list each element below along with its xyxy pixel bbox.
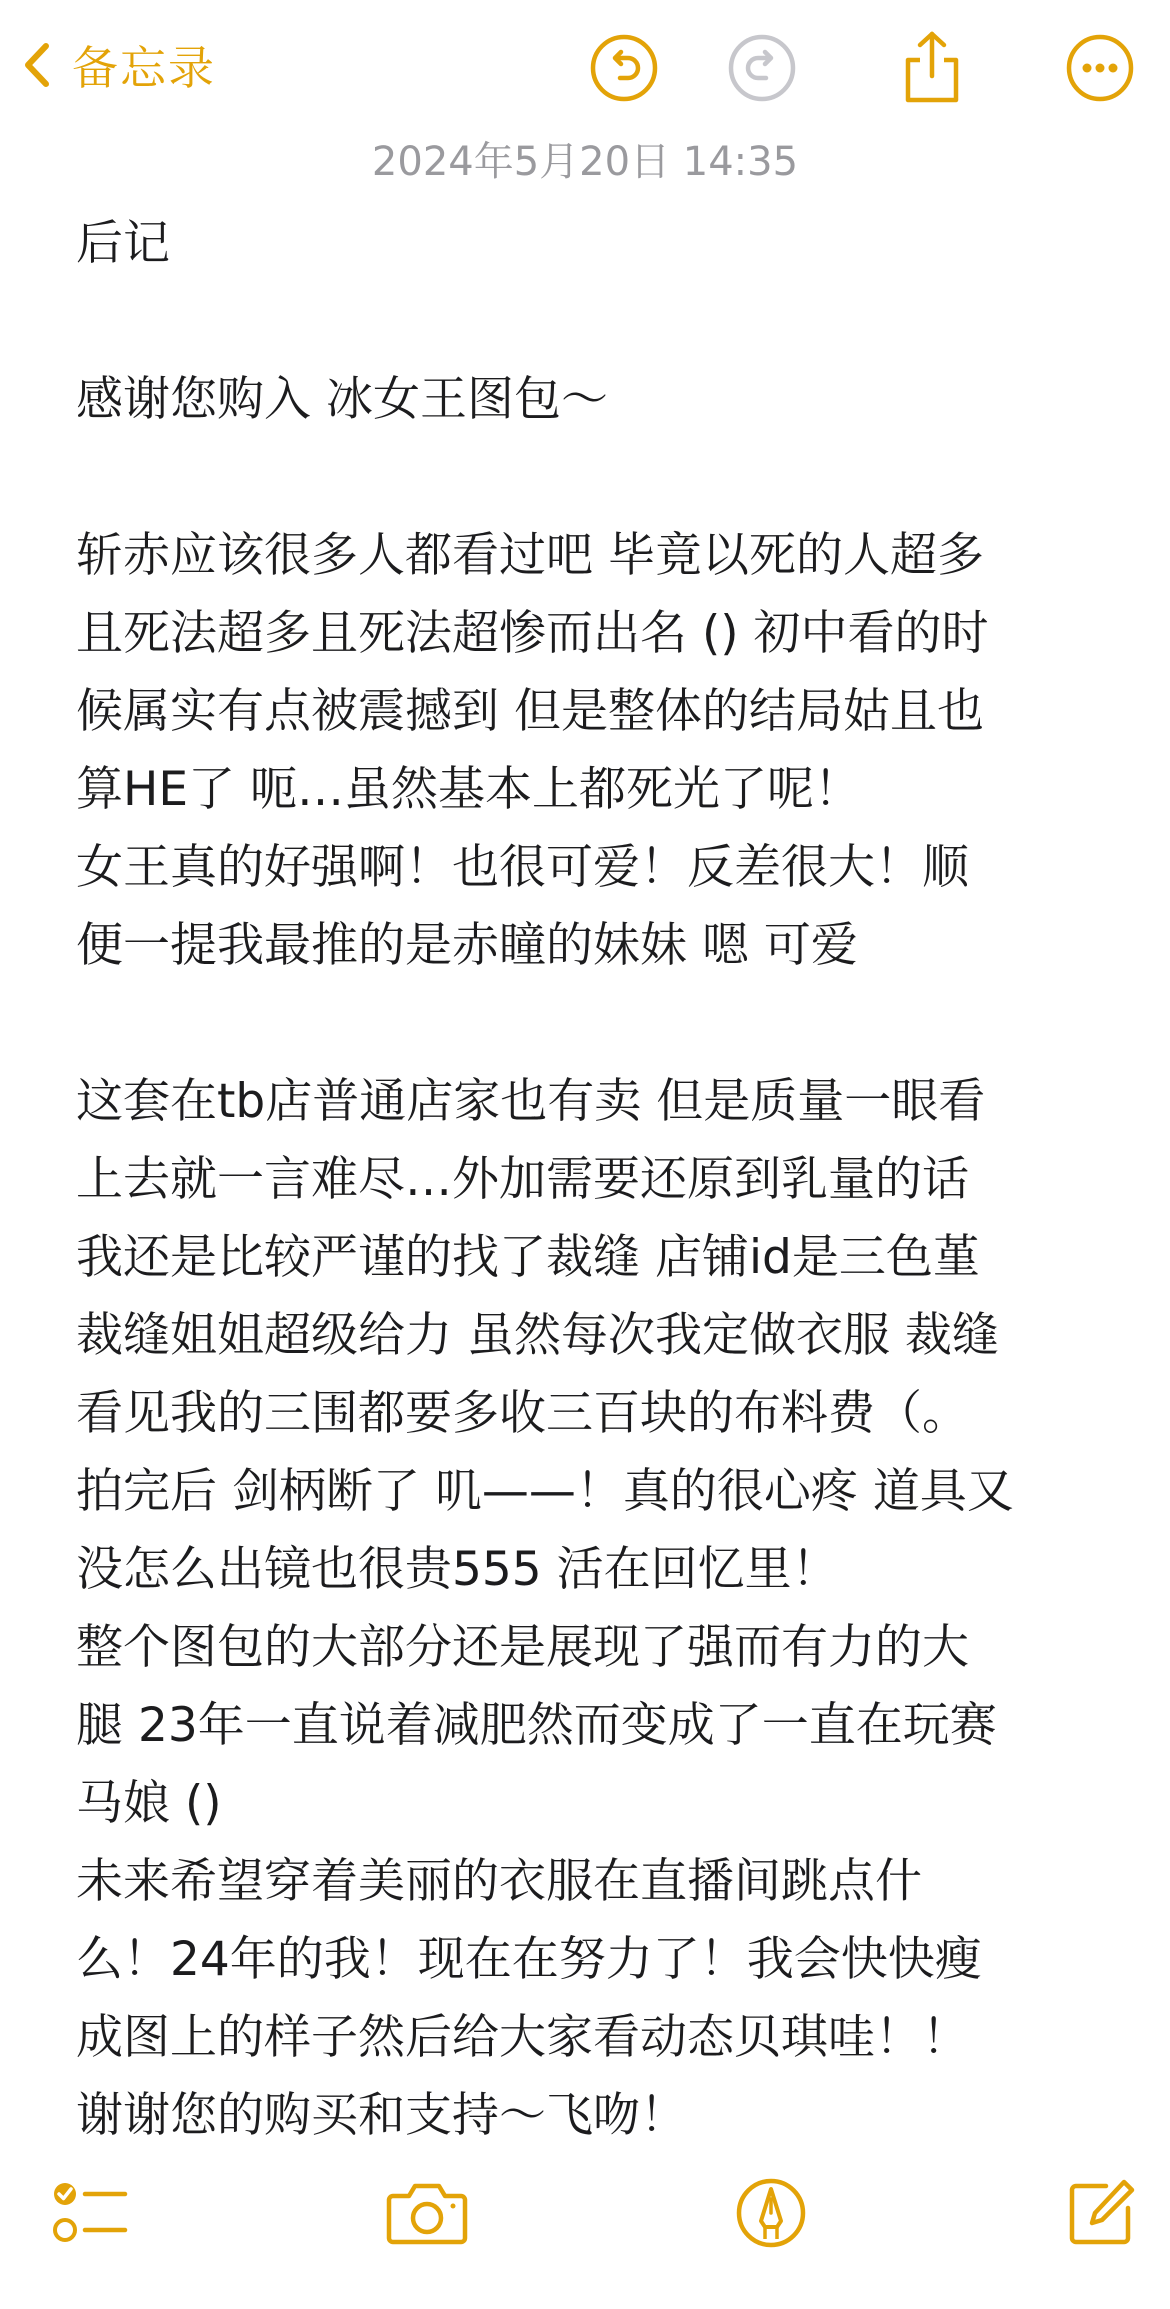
blank-line: [76, 985, 1116, 1063]
note-date: 2024年5月20日 14:35: [371, 139, 799, 185]
note-line: 腿 23年一直说着减肥然而变成了一直在玩赛: [76, 1698, 997, 1753]
share-icon: [900, 30, 964, 110]
note-line: 这套在tb店普通店家也有卖 但是质量一眼看: [76, 1074, 986, 1129]
checklist-button[interactable]: [46, 2170, 136, 2260]
note-line: 算HE了 呃…虽然基本上都死光了呢！: [76, 762, 861, 817]
compose-button[interactable]: [1056, 2170, 1146, 2260]
note-line: 女王真的好强啊！也很可爱！反差很大！顺: [76, 840, 969, 895]
note-line: 看见我的三围都要多收三百块的布料费（。: [76, 1386, 969, 1441]
note-line: 么！24年的我！现在在努力了！我会快快瘦: [76, 1932, 982, 1987]
undo-button[interactable]: [584, 30, 664, 110]
chevron-left-icon: [22, 42, 52, 88]
note-line: 我还是比较严谨的找了裁缝 店铺id是三色堇: [76, 1230, 980, 1285]
note-title: 后记: [76, 216, 170, 271]
note-line: 未来希望穿着美丽的衣服在直播间跳点什: [76, 1854, 922, 1909]
blank-line: [76, 439, 1116, 517]
back-label: 备忘录: [72, 41, 216, 95]
note-body[interactable]: [76, 205, 1116, 2155]
redo-button[interactable]: [722, 30, 802, 110]
note-line: 感谢您购入 冰女王图包～: [76, 372, 608, 427]
note-line: 没怎么出镜也很贵555 活在回忆里！: [76, 1542, 839, 1597]
back-button[interactable]: [22, 30, 216, 100]
note-line: 谢谢您的购买和支持～飞吻！: [76, 2088, 687, 2143]
note-line: 斩赤应该很多人都看过吧 毕竟以死的人超多: [76, 528, 984, 583]
note-line: 整个图包的大部分还是展现了强而有力的大: [76, 1620, 969, 1675]
compose-icon: [1066, 2178, 1136, 2252]
share-button[interactable]: [892, 30, 972, 110]
note-line: 便一提我最推的是赤瞳的妹妹 嗯 可爱: [76, 918, 858, 973]
note-line: 候属实有点被震撼到 但是整体的结局姑且也: [76, 684, 984, 739]
note-line: 成图上的样子然后给大家看动态贝琪哇！！: [76, 2010, 969, 2065]
note-line: 且死法超多且死法超惨而出名 () 初中看的时: [76, 606, 989, 661]
checklist-icon: [51, 2178, 131, 2252]
more-icon: [1065, 33, 1135, 107]
redo-icon: [727, 33, 797, 107]
navigation-bar: [0, 0, 1170, 140]
camera-button[interactable]: [382, 2170, 472, 2260]
more-button[interactable]: [1060, 30, 1140, 110]
markup-button[interactable]: [726, 2170, 816, 2260]
note-line: 拍完后 剑柄断了 叽——！真的很心疼 道具又: [76, 1464, 1014, 1519]
bottom-toolbar: [0, 2150, 1170, 2270]
markup-pen-icon: [735, 2177, 807, 2253]
blank-line: [76, 283, 1116, 361]
undo-icon: [589, 33, 659, 107]
note-line: 裁缝姐姐超级给力 虽然每次我定做衣服 裁缝: [76, 1308, 999, 1363]
camera-icon: [385, 2180, 469, 2250]
note-line: 上去就一言难尽…外加需要还原到乳量的话: [76, 1152, 969, 1207]
note-line: 马娘 (): [76, 1776, 222, 1831]
